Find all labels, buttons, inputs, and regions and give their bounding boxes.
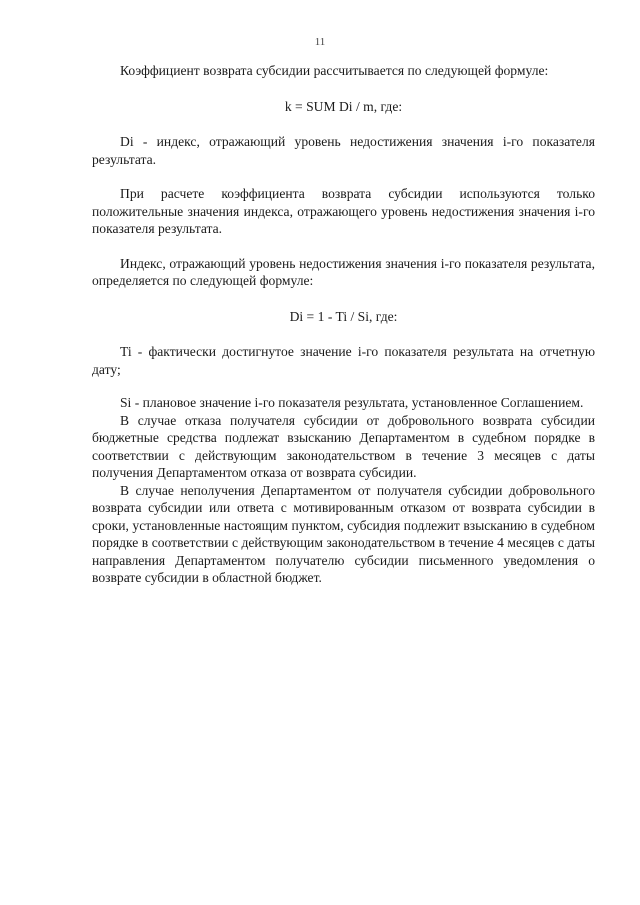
- paragraph-ti-definition: Ti - фактически достигнутое значение i-го показателя результата на отчетную дату;: [92, 344, 595, 377]
- paragraph-non-receipt-case: В случае неполучения Департаментом от получателя субсидии добровольного возврата субсидии или ответа с мотивированным отказом от возврата субсидии в сроки, установленные настоящим пунктом, субсидия подлежит взысканию в судебном порядке в соответствии с действующим законодательством в течение 4 месяцев с даты направления Департаментом получателю субсидии письменного уведомления о возврате субсидии в областной бюджет.: [92, 482, 595, 585]
- paragraph-di-definition: Di - индекс, отражающий уровень недостижения значения i-го показателя результата.: [92, 134, 595, 167]
- page-number: 11: [314, 36, 326, 48]
- formula-di: Di = 1 - Ti / Si, где:: [289, 308, 398, 324]
- formula-k: k = SUM Di / m, где:: [284, 98, 403, 114]
- paragraph-positive-values: При расчете коэффициента возврата субсидии используются только положительные значения индекса, отражающего уровень недостижения значения i-го показателя результата.: [92, 186, 595, 236]
- paragraph-refusal-case: В случае отказа получателя субсидии от добровольного возврата субсидии бюджетные средства подлежат взысканию Департаментом в судебном порядке в соответствии с действующим законодательством в течение 3 месяцев с даты получения Департаментом отказа от возврата субсидии.: [92, 412, 595, 480]
- document-body: [92, 62, 595, 587]
- paragraph-si-definition: Si - плановое значение i-го показателя результата, установленное Соглашением.: [120, 395, 584, 410]
- paragraph-index-formula-intro: Индекс, отражающий уровень недостижения значения i-го показателя результата, определяется по следующей формуле:: [92, 255, 595, 288]
- paragraph-coefficient-intro: Коэффициент возврата субсидии рассчитывается по следующей формуле:: [120, 63, 549, 78]
